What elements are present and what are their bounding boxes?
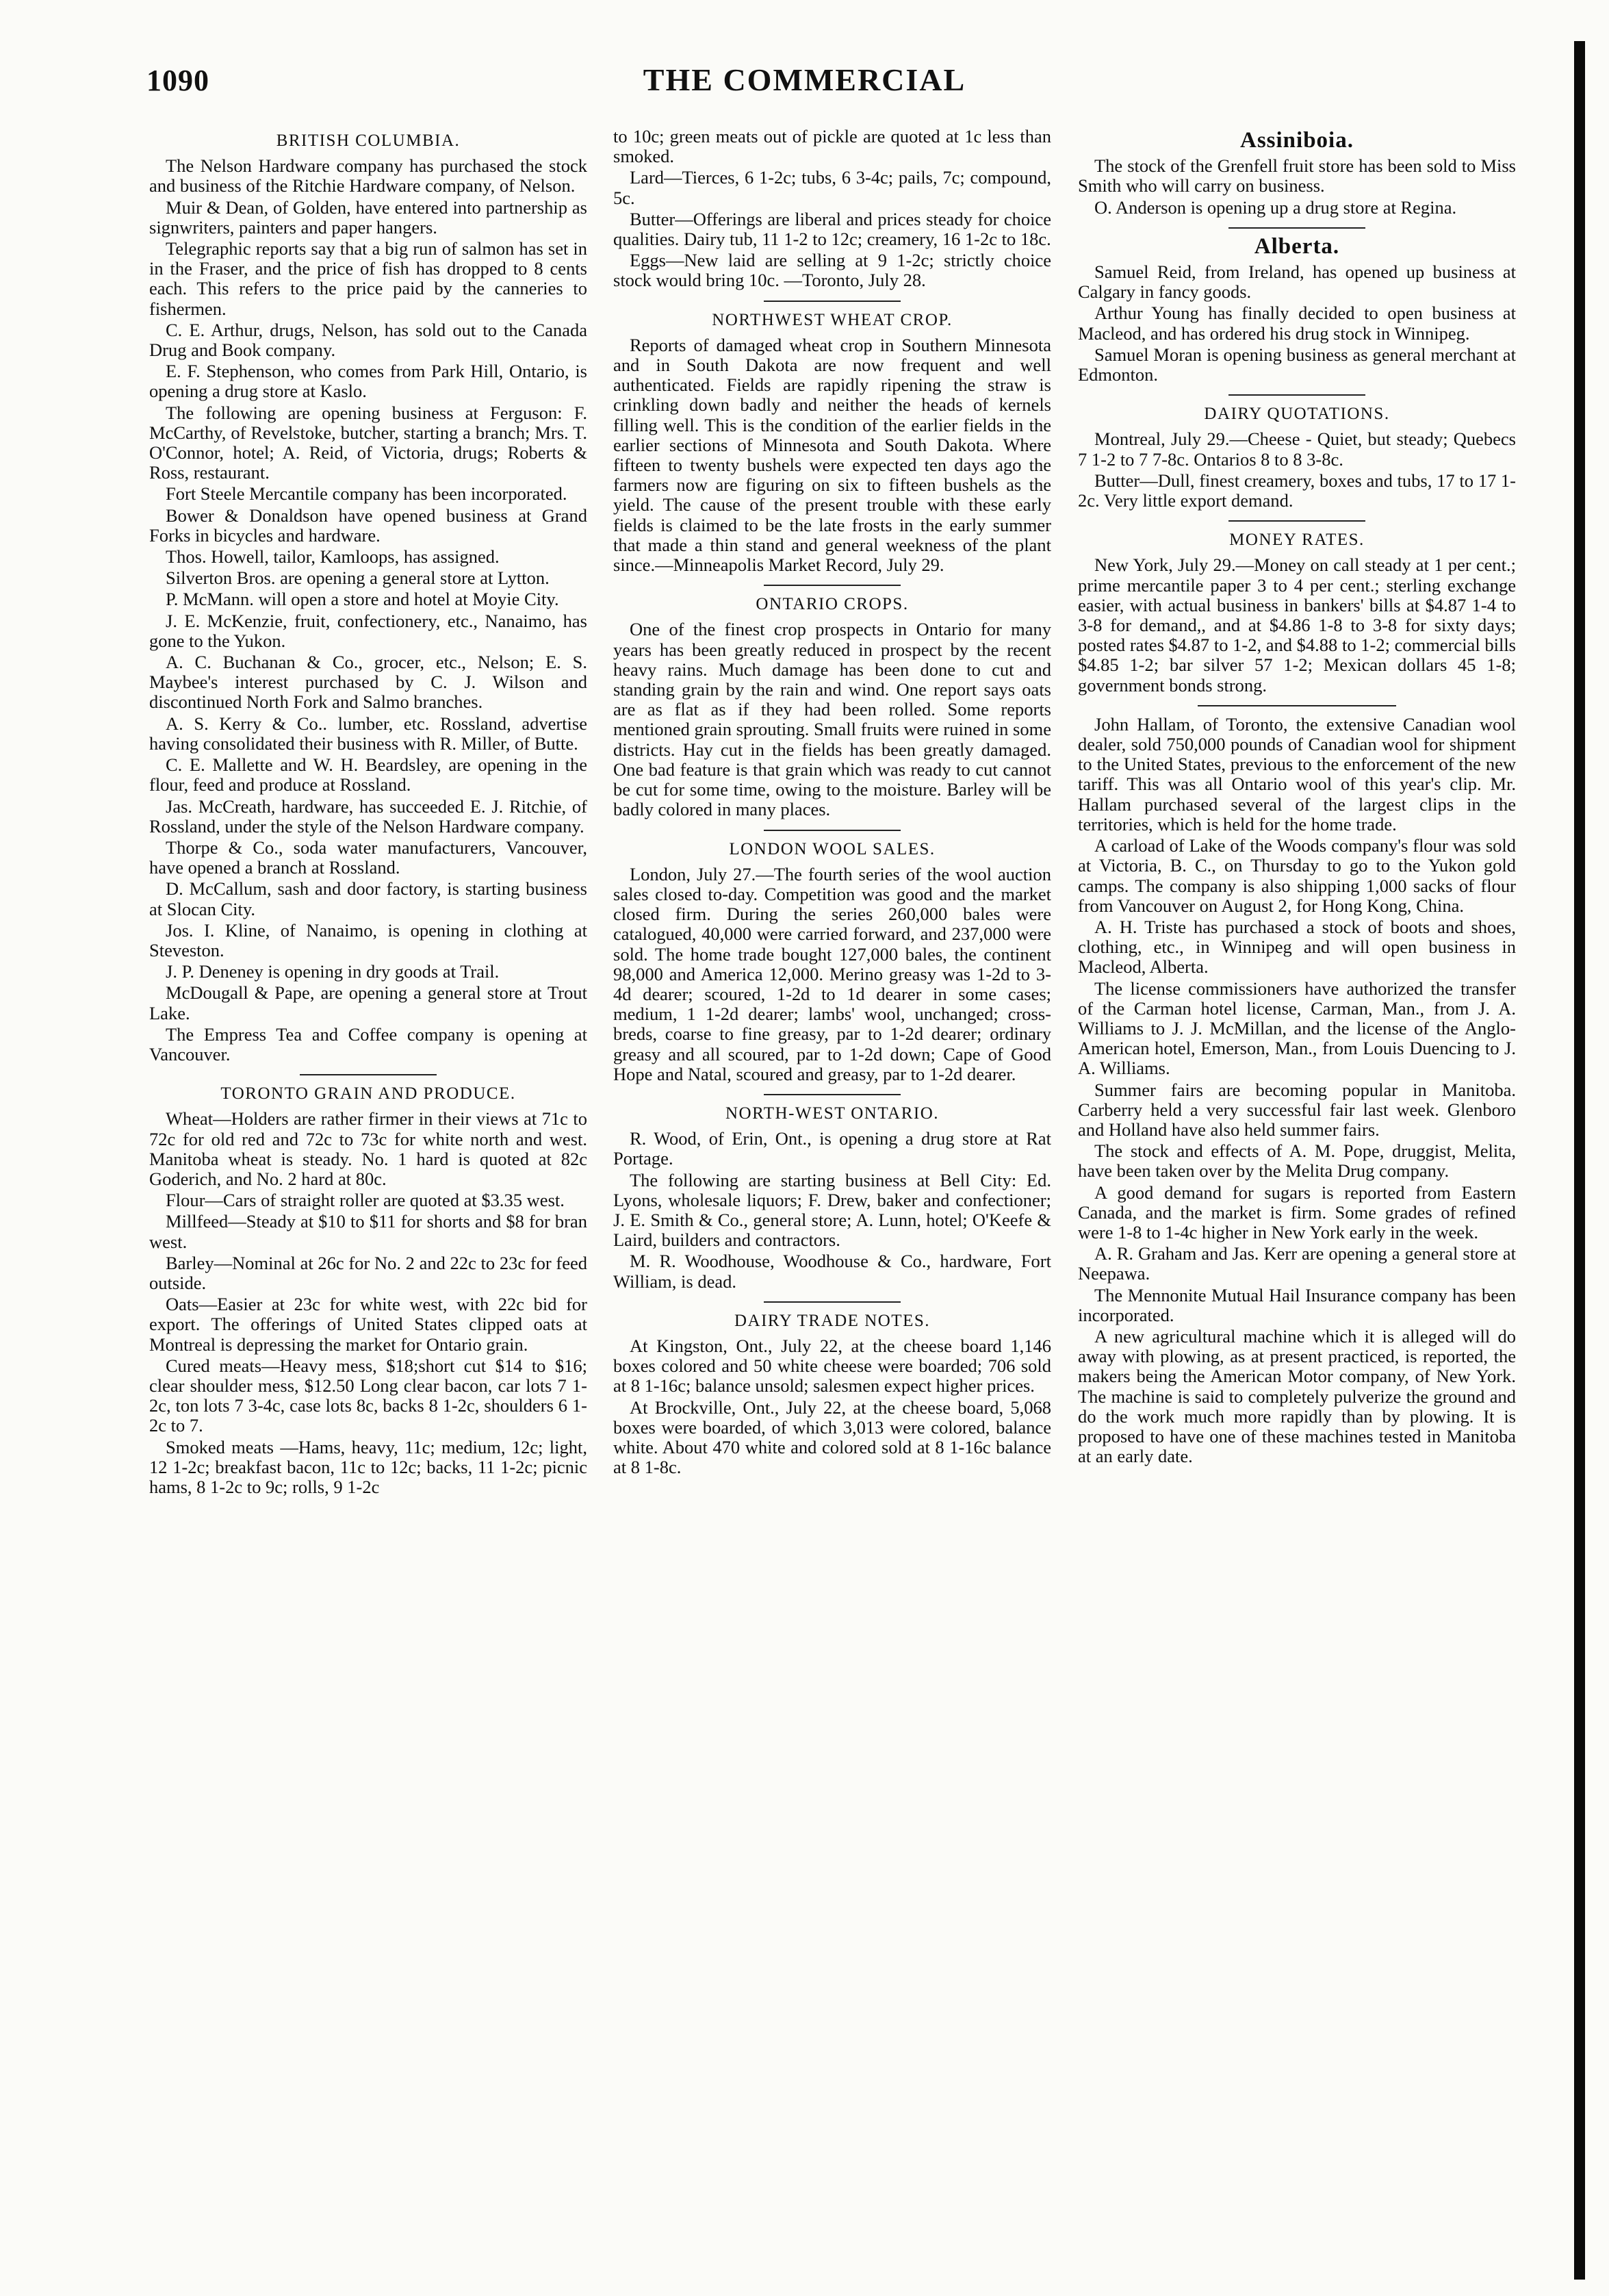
paragraph: D. McCallum, sash and door factory, is starting business at Slocan City. bbox=[149, 878, 587, 919]
section-heading-northwest-ontario: NORTH-WEST ONTARIO. bbox=[725, 1104, 939, 1123]
paragraph: Barley—Nominal at 26c for No. 2 and 22c to 23c for feed outside. bbox=[149, 1252, 587, 1293]
paragraph: Summer fairs are becoming popular in Manitoba. Carberry held a very successful fair last week. Glenboro and Holland have also held summer fairs. bbox=[1078, 1079, 1516, 1140]
paragraph: The stock and effects of A. M. Pope, druggist, Melita, have been taken over by the Melita Drug company. bbox=[1078, 1140, 1516, 1182]
paragraph: Arthur Young has finally decided to open business at Macleod, and has ordered his drug stock in Winnipeg. bbox=[1078, 303, 1516, 344]
column-1 bbox=[149, 127, 587, 1498]
paragraph: The following are opening business at Ferguson: F. McCarthy, of Revelstoke, butcher, starting a branch; Mrs. T. O'Connor, hotel; A. Reid, of Victoria, drugs; Roberts & Ross, restaurant. bbox=[149, 402, 587, 483]
paragraph: R. Wood, of Erin, Ont., is opening a drug store at Rat Portage. bbox=[613, 1128, 1051, 1169]
section-divider bbox=[1228, 394, 1365, 396]
masthead-title: THE COMMERCIAL bbox=[643, 62, 966, 97]
paragraph: A good demand for sugars is reported from Eastern Canada, and the market is firm. Some grades of refined were 1-8 to 1-4c higher in New York early in the week. bbox=[1078, 1182, 1516, 1242]
paragraph: John Hallam, of Toronto, the extensive Canadian wool dealer, sold 750,000 pounds of Canadian wool for shipment to the United States, previous to the enforcement of the new tariff. This was all Ontario wool of this year's clip. Mr. Hallam purchased several of the largest clips in the territories, which is held for the home trade. bbox=[1078, 713, 1516, 834]
section-heading-assiniboia: Assiniboia. bbox=[1240, 128, 1354, 153]
alberta-body bbox=[1078, 262, 1516, 385]
london-wool-body bbox=[613, 865, 1051, 1084]
paragraph: The following are starting business at Bell City: Ed. Lyons, wholesale liquors; F. Drew, baker and confectioner; J. E. Smith & Co., general store; A. Lunn, hotel; O'Keefe & Laird, builders and contractors. bbox=[613, 1169, 1051, 1251]
paragraph: Eggs—New laid are selling at 9 1-2c; strictly choice stock would bring 10c. —Toronto, July 28. bbox=[613, 250, 1051, 291]
northwest-ontario-body bbox=[613, 1129, 1051, 1292]
paragraph: Telegraphic reports say that a big run of salmon has set in in the Fraser, and the price of fish has dropped to 8 cents each. This refers to the price paid by the canneries to fishermen. bbox=[149, 238, 587, 319]
section-heading-ontario-crops: ONTARIO CROPS. bbox=[756, 595, 909, 614]
paragraph: Cured meats—Heavy mess, $18;short cut $14 to $16; clear shoulder mess, $12.50 Long clear bacon, car lots 7 1-2c, ton lots 7 3-4c, case lots 8c, backs 8 1-2c, shoulders 6 1-2c to 7. bbox=[149, 1355, 587, 1436]
paragraph: P. McMann. will open a store and hotel at Moyie City. bbox=[166, 589, 559, 610]
page-number: 1090 bbox=[146, 64, 209, 97]
paragraph: At Brockville, Ont., July 22, at the cheese board, 5,068 boxes were boarded, of which 3,013 were colored, balance white. About 470 white and colored sold at 8 1-16c balance at 8 1-8c. bbox=[613, 1396, 1051, 1478]
paragraph: Thos. Howell, tailor, Kamloops, has assigned. bbox=[166, 546, 500, 567]
column-2 bbox=[613, 127, 1051, 1479]
paragraph: The stock of the Grenfell fruit store has been sold to Miss Smith who will carry on business. bbox=[1078, 155, 1516, 196]
toronto-continued-body bbox=[613, 127, 1051, 291]
toronto-grain-body bbox=[149, 1109, 587, 1497]
section-divider bbox=[764, 1094, 901, 1095]
section-heading-british-columbia: BRITISH COLUMBIA. bbox=[276, 131, 461, 150]
dairy-trade-body bbox=[613, 1336, 1051, 1477]
paragraph: The license commissioners have authorized the transfer of the Carman hotel license, Carman, Man., from J. A. Williams to J. J. McMillan, and the license of the Anglo-American hotel, Emerson, Man., from Louis Duencing to J. A. Williams. bbox=[1078, 978, 1516, 1079]
dairy-quotations-body bbox=[1078, 429, 1516, 511]
section-divider bbox=[300, 1074, 437, 1075]
section-heading-dairy-trade-notes: DAIRY TRADE NOTES. bbox=[734, 1311, 931, 1330]
paragraph: A. R. Graham and Jas. Kerr are opening a general store at Neepawa. bbox=[1078, 1243, 1516, 1284]
paragraph: Bower & Donaldson have opened business at Grand Forks in bicycles and hardware. bbox=[149, 505, 587, 546]
section-divider bbox=[1228, 520, 1365, 522]
paragraph: The Nelson Hardware company has purchased the stock and business of the Ritchie Hardware company, of Nelson. bbox=[149, 155, 587, 196]
paragraph: A. C. Buchanan & Co., grocer, etc., Nelson; E. S. Maybee's interest purchased by C. J. Wilson and discontinued North Fork and Salmo branches. bbox=[149, 652, 587, 713]
paragraph: J. E. McKenzie, fruit, confectionery, etc., Nanaimo, has gone to the Yukon. bbox=[149, 610, 587, 651]
paragraph: Smoked meats —Hams, heavy, 11c; medium, 12c; light, 12 1-2c; breakfast bacon, 11c to 12c; backs, 11 1-2c; picnic hams, 8 1-2c to 9c; rolls, 9 1-2c bbox=[149, 1436, 587, 1497]
section-heading-london-wool: LONDON WOOL SALES. bbox=[729, 839, 936, 858]
section-divider bbox=[1198, 705, 1396, 706]
paragraph: A. H. Triste has purchased a stock of boots and shoes, clothing, etc., in Winnipeg and will open business in Macleod, Alberta. bbox=[1078, 916, 1516, 978]
paragraph: New York, July 29.—Money on call steady at 1 per cent.; prime mercantile paper 3 to 4 per cent.; sterling exchange easier, with actual business in bankers' bills at $4.87 1-4 to 3-8 for demand,, and at $4.86 1-8 to 3-8 for sixty days; posted rates $4.87 to 1-2, and $4.88 to 1-2; commercial bills $4.85 1-2; bar silver 57 1-2; Mexican dollars 45 1-8; government bonds strong. bbox=[1078, 554, 1516, 696]
paragraph: Muir & Dean, of Golden, have entered into partnership as signwriters, painters and paper hangers. bbox=[149, 196, 587, 238]
paragraph: One of the finest crop prospects in Ontario for many years has been greatly reduced in prospect by the recent heavy rains. Much damage has been done to cut and standing grain by the rain and wind. One report says oats are as flat as if they had been rolled. Some reports mentioned grain sprouting. Small fruits were ruined in some districts. Hay cut in the fields has been greatly damaged. One bad feature is that grain which was ready to cut cannot be cut for some time, owing to the moisture. Barley will be badly colored in many places. bbox=[613, 619, 1051, 820]
paragraph: C. E. Arthur, drugs, Nelson, has sold out to the Canada Drug and Book company. bbox=[149, 319, 587, 361]
paragraph: Fort Steele Mercantile company has been incorporated. bbox=[166, 483, 567, 505]
section-divider bbox=[764, 301, 901, 302]
section-heading-money-rates: MONEY RATES. bbox=[1229, 531, 1365, 550]
paragraph: Butter—Offerings are liberal and prices steady for choice qualities. Dairy tub, 11 1-2 to 12c; creamery, 16 1-2c to 18c. bbox=[613, 208, 1051, 250]
paragraph: E. F. Stephenson, who comes from Park Hill, Ontario, is opening a drug store at Kaslo. bbox=[149, 361, 587, 402]
paragraph: Montreal, July 29.—Cheese - Quiet, but steady; Quebecs 7 1-2 to 7 7-8c. Ontarios 8 to 8 3-8c. bbox=[1078, 429, 1516, 470]
miscellaneous-body bbox=[1078, 715, 1516, 1467]
paragraph: A carload of Lake of the Woods company's flour was sold at Victoria, B. C., on Thursday to go to the Yukon gold camps. The company is also shipping 1,000 sacks of flour from Vancouver on August 2, for Hong Kong, China. bbox=[1078, 835, 1516, 916]
column-3 bbox=[1078, 127, 1516, 1468]
section-heading-toronto-grain: TORONTO GRAIN AND PRODUCE. bbox=[220, 1084, 516, 1104]
paragraph: Jos. I. Kline, of Nanaimo, is opening in clothing at Steveston. bbox=[149, 919, 587, 960]
paragraph: Reports of damaged wheat crop in Southern Minnesota and in South Dakota are now frequent and well authenticated. Fields are rapidly ripening the straw is crinkling down badly and neither the heads of kernels filling well. This is the condition of the earlier fields in the earlier sections of Minnesota and South Dakota. Where fifteen to twenty bushels were expected ten days ago the farmers now are figuring on six to fifteen bushels as the yield. The cause of the present trouble with these early fields is claimed to be the late frosts in the early summer that made a thin stand and general weekness of the plant since.—Minneapolis Market Record, July 29. bbox=[613, 334, 1051, 576]
paragraph: Jas. McCreath, hardware, has succeeded E. J. Ritchie, of Rossland, under the style of the Nelson Hardware company. bbox=[149, 795, 587, 837]
section-divider bbox=[764, 585, 901, 586]
section-heading-dairy-quotations: DAIRY QUOTATIONS. bbox=[1204, 405, 1390, 424]
paragraph: A new agricultural machine which it is alleged will do away with plowing, as at present practiced, is reported, the makers being the American Motor company, of New York. The machine is said to completely pulverize the ground and do the work much more rapidly than by plowing. It is proposed to have one of these machines tested in Manitoba at an early date. bbox=[1078, 1325, 1516, 1467]
paragraph: At Kingston, Ont., July 22, at the cheese board 1,146 boxes colored and 50 white cheese were boarded; 706 sold at 8 1-16c; balance unsold; salesmen expect higher prices. bbox=[613, 1335, 1051, 1396]
british-columbia-body bbox=[149, 156, 587, 1064]
paragraph: Millfeed—Steady at $10 to $11 for shorts and $8 for bran west. bbox=[149, 1211, 587, 1252]
paragraph: Oats—Easier at 23c for white west, with 22c bid for export. The offerings of United States clipped oats at Montreal is depressing the market for Ontario grain. bbox=[149, 1294, 587, 1355]
paragraph: McDougall & Pape, are opening a general store at Trout Lake. bbox=[149, 982, 587, 1023]
paragraph: C. E. Mallette and W. H. Beardsley, are opening in the flour, feed and produce at Rossland. bbox=[149, 754, 587, 795]
ontario-crops-body bbox=[613, 620, 1051, 819]
paragraph: Butter—Dull, finest creamery, boxes and tubs, 17 to 17 1-2c. Very little export demand. bbox=[1078, 470, 1516, 511]
paragraph: Thorpe & Co., soda water manufacturers, Vancouver, have opened a branch at Rossland. bbox=[149, 837, 587, 878]
section-divider bbox=[764, 1301, 901, 1303]
paragraph: M. R. Woodhouse, Woodhouse & Co., hardware, Fort William, is dead. bbox=[613, 1251, 1051, 1292]
money-rates-body bbox=[1078, 555, 1516, 695]
paragraph: Silverton Bros. are opening a general store at Lytton. bbox=[166, 567, 550, 589]
paragraph: A. S. Kerry & Co.. lumber, etc. Rossland, advertise having consolidated their business with R. Miller, of Butte. bbox=[149, 713, 587, 754]
paragraph: The Empress Tea and Coffee company is opening at Vancouver. bbox=[149, 1023, 587, 1064]
northwest-wheat-body bbox=[613, 335, 1051, 575]
section-heading-alberta: Alberta. bbox=[1254, 233, 1340, 259]
paragraph: Samuel Moran is opening business as general merchant at Edmonton. bbox=[1078, 344, 1516, 385]
paragraph: London, July 27.—The fourth series of the wool auction sales closed to-day. Competition was good and the market closed firm. During the series 260,000 bales were catalogued, 40,000 were carried forward, and 237,000 were sold. The home trade bought 127,000 bales, the continent 98,000 and America 12,000. Merino greasy was 1-2d to 3-4d dearer; scoured, 1-2d to 1d dearer in some cases; medium, 1 1-2d dearer; lambs' wool, unchanged; cross-breds, coarse to fine greasy, par to 1-2d dearer; ordinary greasy and all scoured, par to 1-2d down; Cape of Good Hope and Natal, scoured and greasy, par to 1-2d dearer. bbox=[613, 863, 1051, 1084]
paragraph: The Mennonite Mutual Hail Insurance company has been incorporated. bbox=[1078, 1284, 1516, 1325]
paragraph: Lard—Tierces, 6 1-2c; tubs, 6 3-4c; pails, 7c; compound, 5c. bbox=[613, 167, 1051, 208]
paragraph: O. Anderson is opening up a drug store at Regina. bbox=[1094, 196, 1457, 218]
assiniboia-body bbox=[1078, 156, 1516, 218]
section-heading-northwest-wheat: NORTHWEST WHEAT CROP. bbox=[712, 310, 953, 329]
paragraph: Flour—Cars of straight roller are quoted at $3.35 west. bbox=[166, 1190, 565, 1211]
section-divider bbox=[1228, 227, 1365, 229]
section-divider bbox=[764, 830, 901, 831]
paragraph: Samuel Reid, from Ireland, has opened up business at Calgary in fancy goods. bbox=[1078, 262, 1516, 303]
paragraph: Wheat—Holders are rather firmer in their views at 71c to 72c for old red and 72c to 73c for white north and west. Manitoba wheat is steady. No. 1 hard is quoted at 82c Goderich, and No. 2 hard at 80c. bbox=[149, 1108, 587, 1189]
paragraph: to 10c; green meats out of pickle are quoted at 1c less than smoked. bbox=[613, 126, 1051, 167]
right-edge-rule bbox=[1574, 41, 1585, 2280]
paragraph: J. P. Deneney is opening in dry goods at Trail. bbox=[166, 961, 500, 982]
